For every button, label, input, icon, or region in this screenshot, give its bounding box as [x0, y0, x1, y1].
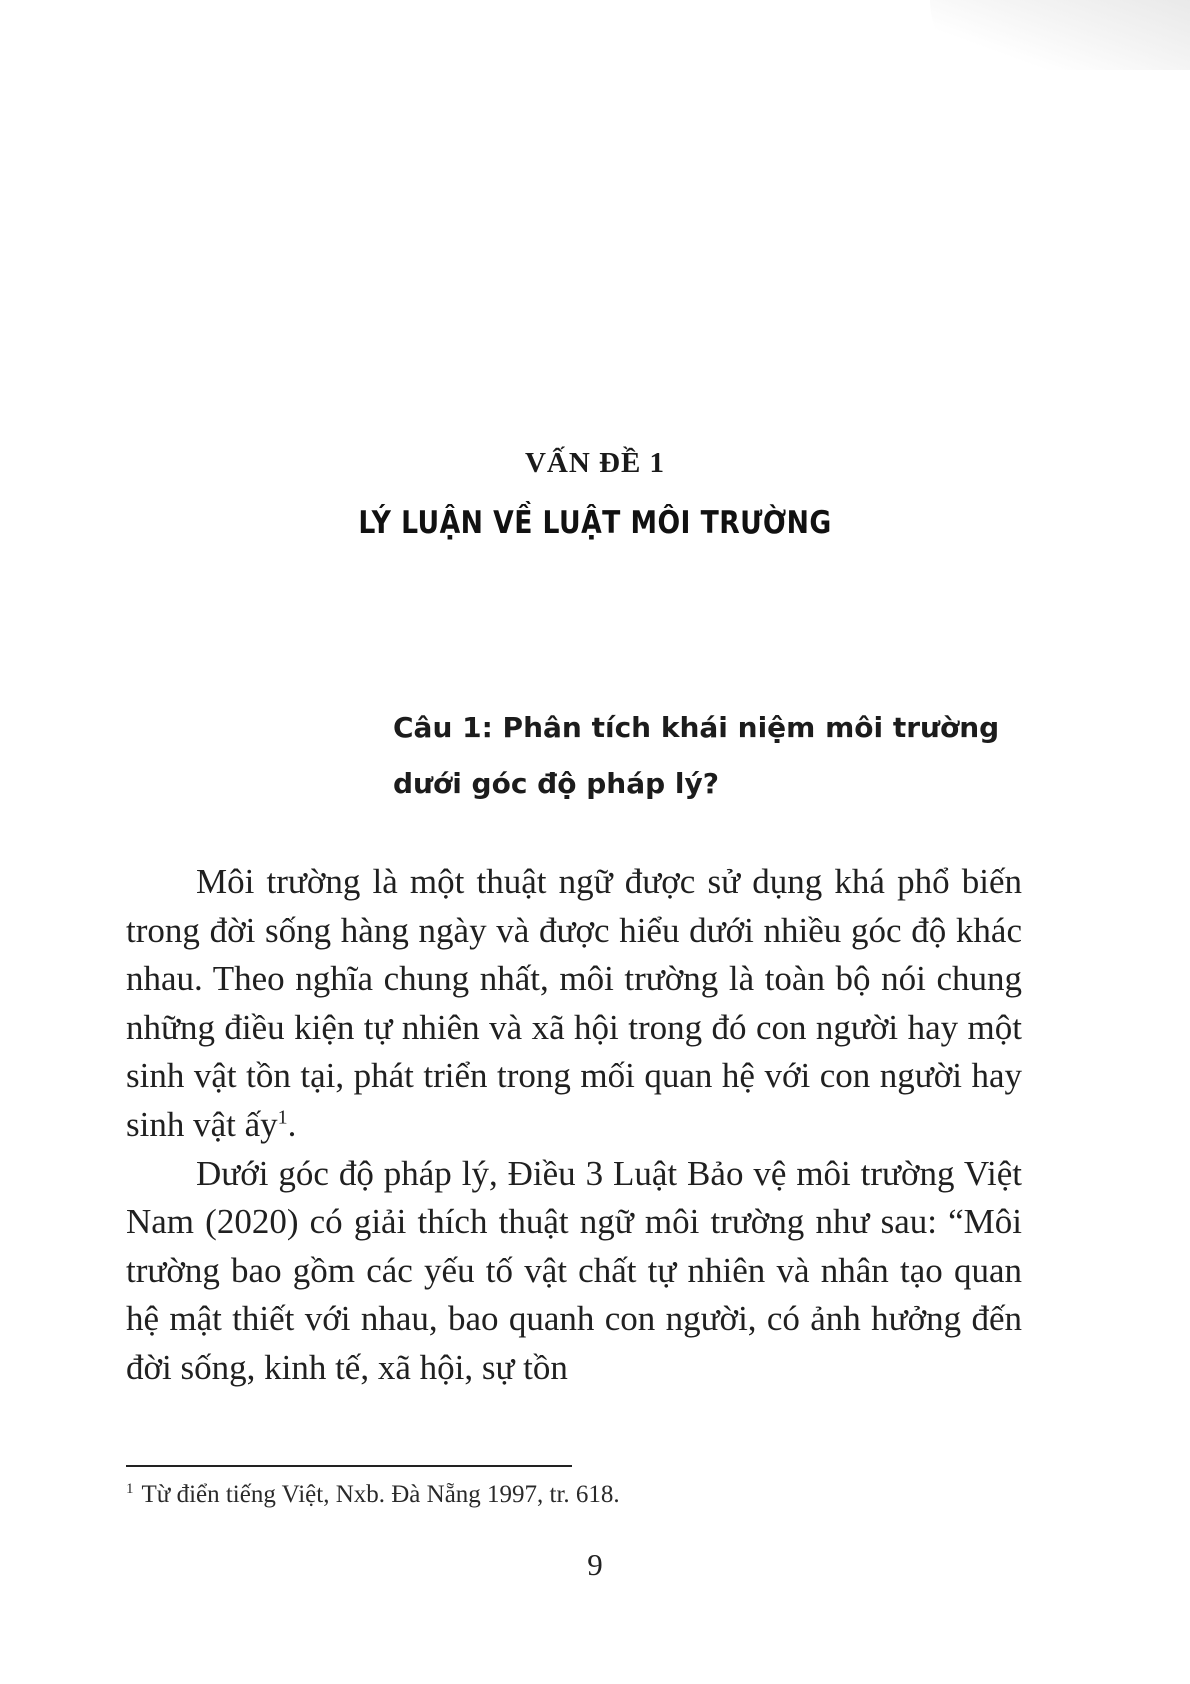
footnote-mark: 1: [126, 1480, 134, 1497]
paragraph-1-text: Môi trường là một thuật ngữ được sử dụng khá phổ biến trong đời sống hàng ngày và được hiểu dưới nhiều góc độ khác nhau. Theo nghĩa chung nhất, môi trường là toàn bộ nói chung những điều kiện tự nhiên và xã hội trong đó con người hay một sinh vật tồn tại, phát triển trong mối quan hệ với con người hay sinh vật ấy: [126, 862, 1022, 1144]
question-line-2: dưới góc độ pháp lý?: [393, 767, 719, 800]
chapter-title: LÝ LUẬN VỀ LUẬT MÔI TRƯỜNG: [358, 505, 832, 541]
question-line-1: Câu 1: Phân tích khái niệm môi trường: [393, 711, 1000, 744]
chapter-label: VẤN ĐỀ 1: [524, 447, 666, 479]
footnote: [126, 1481, 620, 1509]
paragraph-1: [126, 858, 1022, 1150]
paragraph-2: Dưới góc độ pháp lý, Điều 3 Luật Bảo vệ môi trường Việt Nam (2020) có giải thích thuật ngữ môi trường như sau: “Môi trường bao gồm các yếu tố vật chất tự nhiên và nhân tạo quan hệ mật thiết với nhau, bao quanh con người, có ảnh hưởng đến đời sống, kinh tế, xã hội, sự tồn: [126, 1153, 1022, 1387]
footnote-reference: 1: [277, 1106, 288, 1129]
page-corner-shadow: [930, 0, 1190, 70]
paragraph-1-end: .: [287, 1104, 297, 1144]
footnote-text: Từ điển tiếng Việt, Nxb. Đà Nẵng 1997, tr. 618.: [141, 1481, 620, 1508]
question-heading: [393, 700, 1033, 812]
page-number: 9: [587, 1547, 603, 1582]
body-text: [126, 858, 1022, 1393]
footnote-separator: [126, 1465, 572, 1467]
